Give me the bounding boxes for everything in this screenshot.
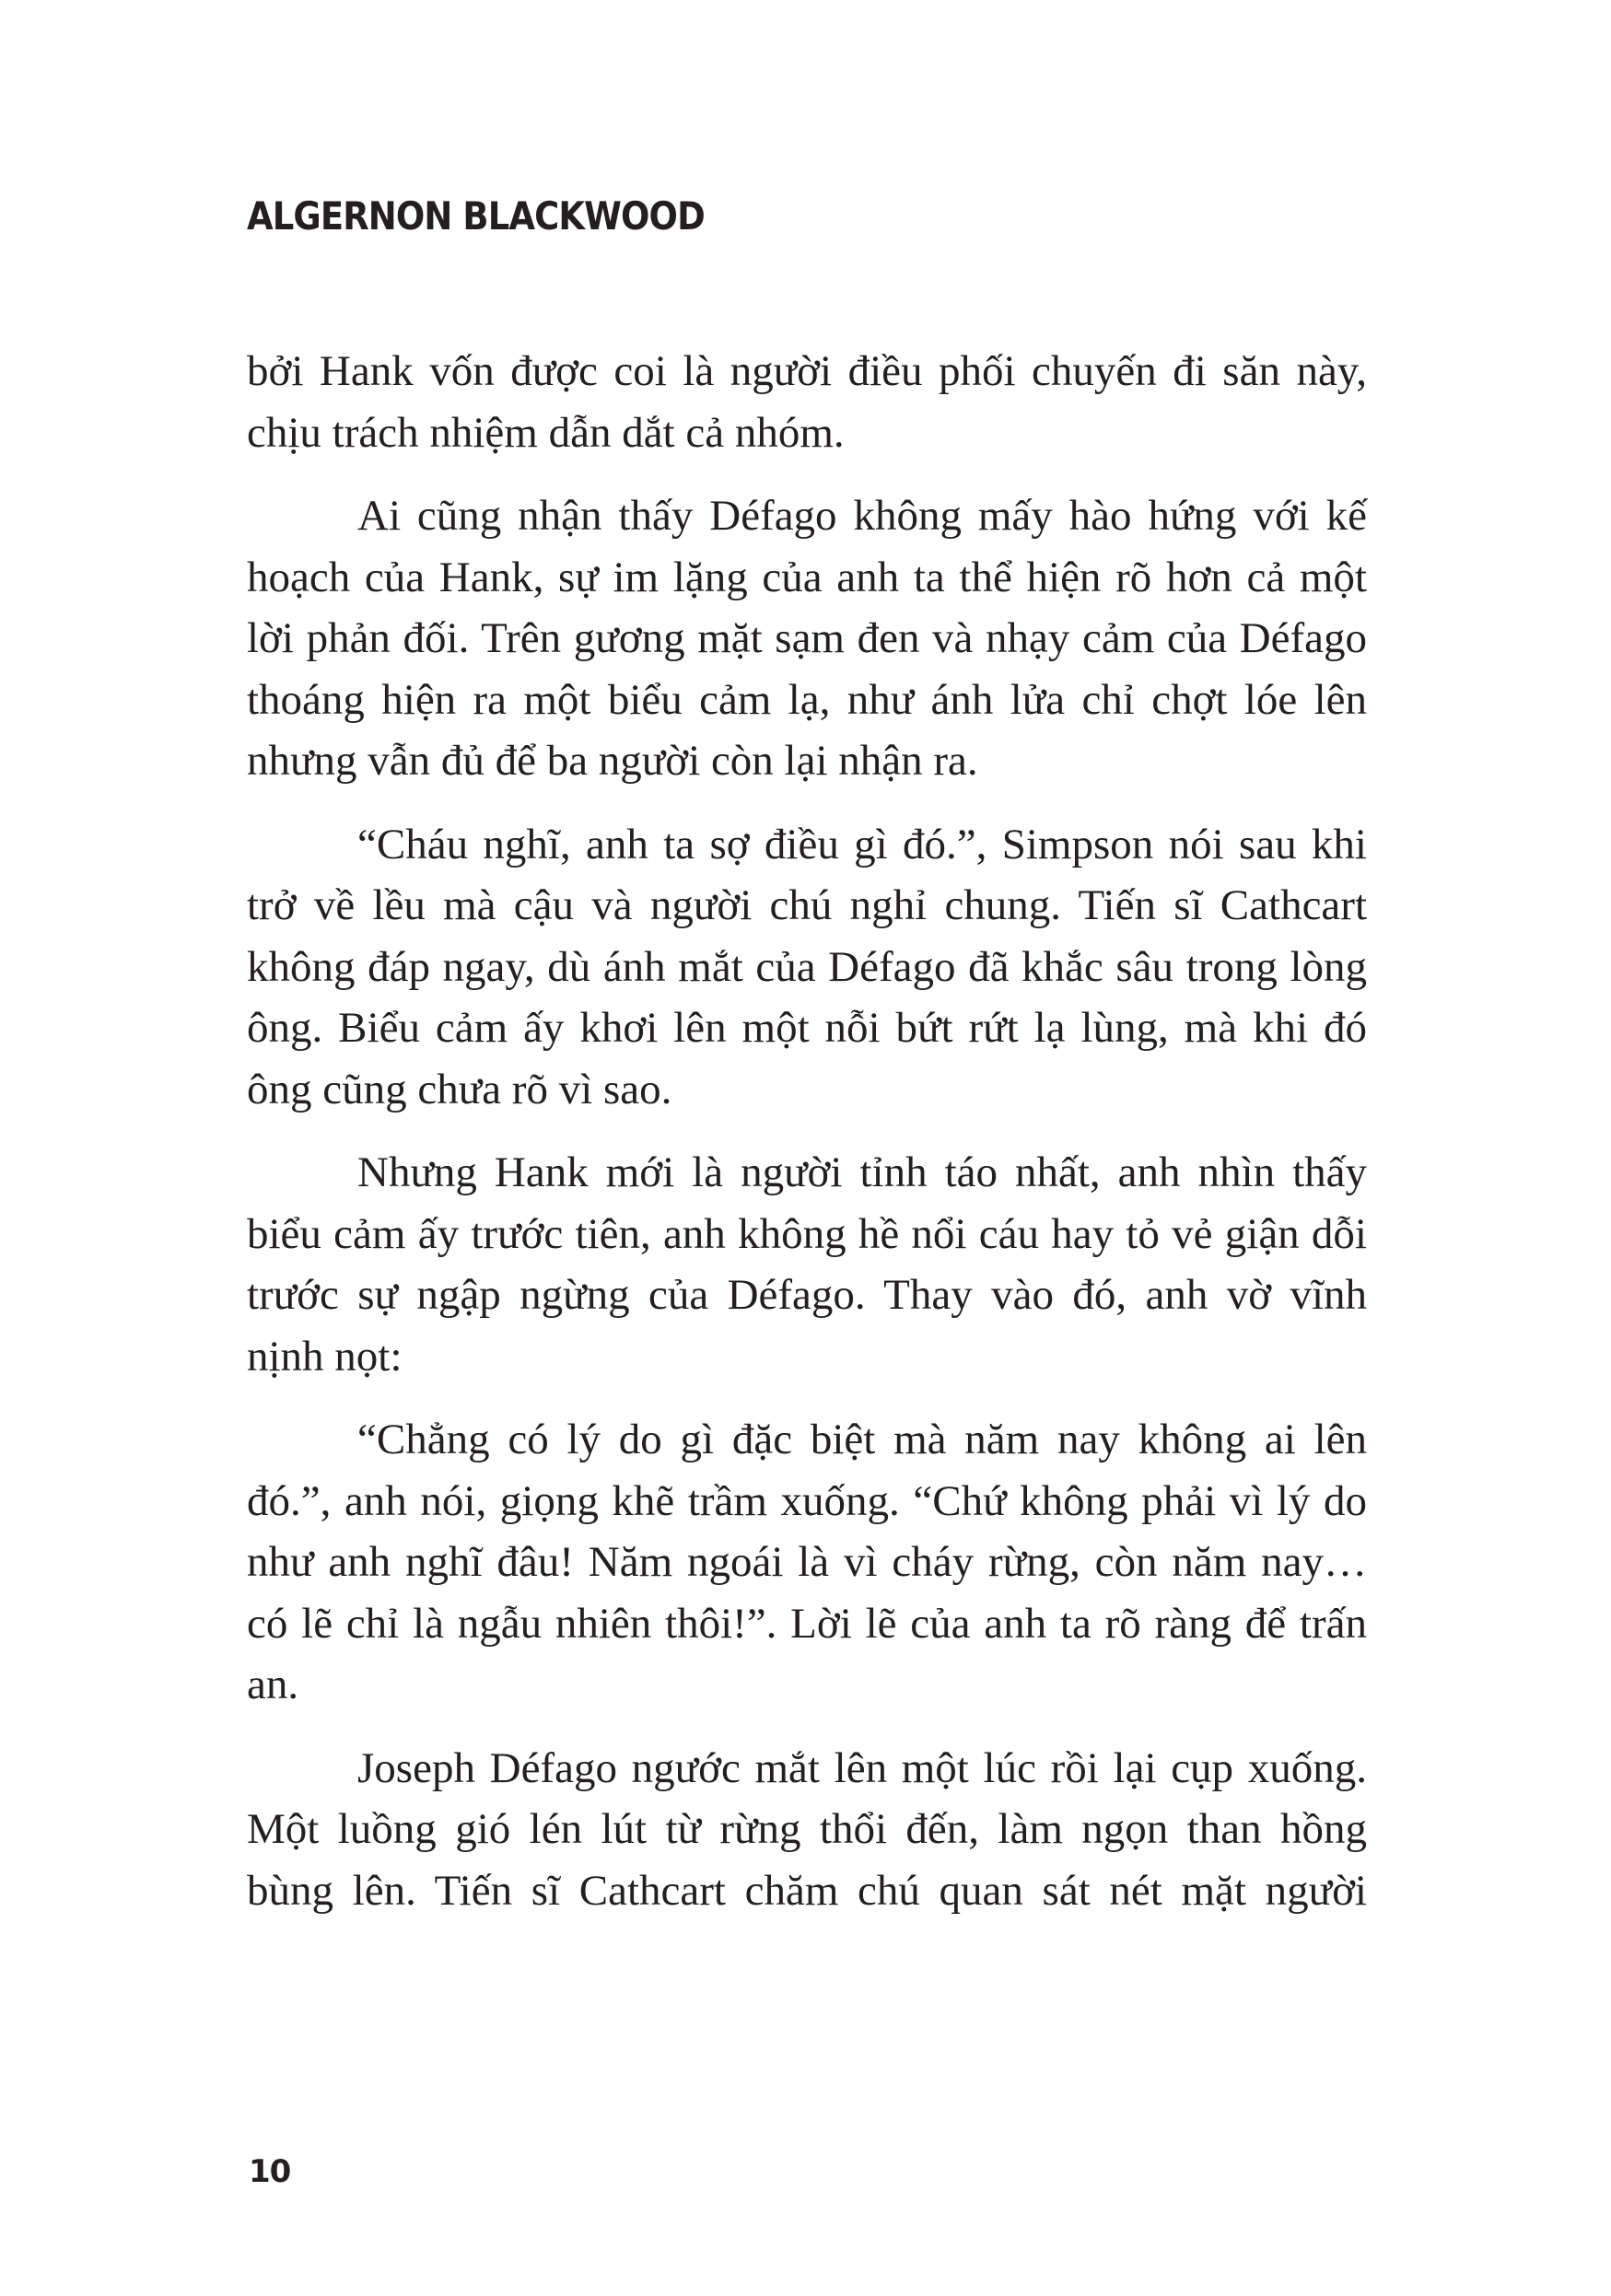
paragraph-continuation: bởi Hank vốn được coi là người điều phối chuyến đi săn này, chịu trách nhiệm dẫn dắt cả nhóm. bbox=[247, 347, 1367, 457]
body-text bbox=[247, 341, 1367, 1943]
paragraph: “Cháu nghĩ, anh ta sợ điều gì đó.”, Simpson nói sau khi trở về lều mà cậu và người chú nghỉ chung. Tiến sĩ Cathcart không đáp ngay, dù ánh mắt của Défago đã khắc sâu trong lòng ông. Biểu cảm ấy khơi lên một nỗi bứt rứt lạ lùng, mà khi đó ông cũng chưa rõ vì sao. bbox=[247, 820, 1367, 1113]
running-head-author: ALGERNON BLACKWOOD bbox=[247, 193, 705, 239]
paragraph-continues-next-page: Joseph Défago ngước mắt lên một lúc rồi lại cụp xuống. Một luồng gió lén lút từ rừng thổi đến, làm ngọn than hồng bùng lên. Tiến sĩ Cathcart chăm chú quan sát nét mặt người bbox=[247, 1743, 1367, 1915]
paragraph: “Chẳng có lý do gì đặc biệt mà năm nay không ai lên đó.”, anh nói, giọng khẽ trầm xuống. “Chứ không phải vì lý do như anh nghĩ đâu! Năm ngoái là vì cháy rừng, còn năm nay… có lẽ chỉ là ngẫu nhiên thôi!”. Lời lẽ của anh ta rõ ràng để trấn an. bbox=[247, 1416, 1367, 1708]
page-number: 10 bbox=[249, 2153, 291, 2190]
paragraph: Ai cũng nhận thấy Défago không mấy hào hứng với kế hoạch của Hank, sự im lặng của anh ta thể hiện rõ hơn cả một lời phản đối. Trên gương mặt sạm đen và nhạy cảm của Défago thoáng hiện ra một biểu cảm lạ, như ánh lửa chỉ chợt lóe lên nhưng vẫn đủ để ba người còn lại nhận ra. bbox=[247, 492, 1367, 785]
paragraph: Nhưng Hank mới là người tỉnh táo nhất, anh nhìn thấy biểu cảm ấy trước tiên, anh không hề nổi cáu hay tỏ vẻ giận dỗi trước sự ngập ngừng của Défago. Thay vào đó, anh vờ vĩnh nịnh nọt: bbox=[247, 1148, 1367, 1381]
